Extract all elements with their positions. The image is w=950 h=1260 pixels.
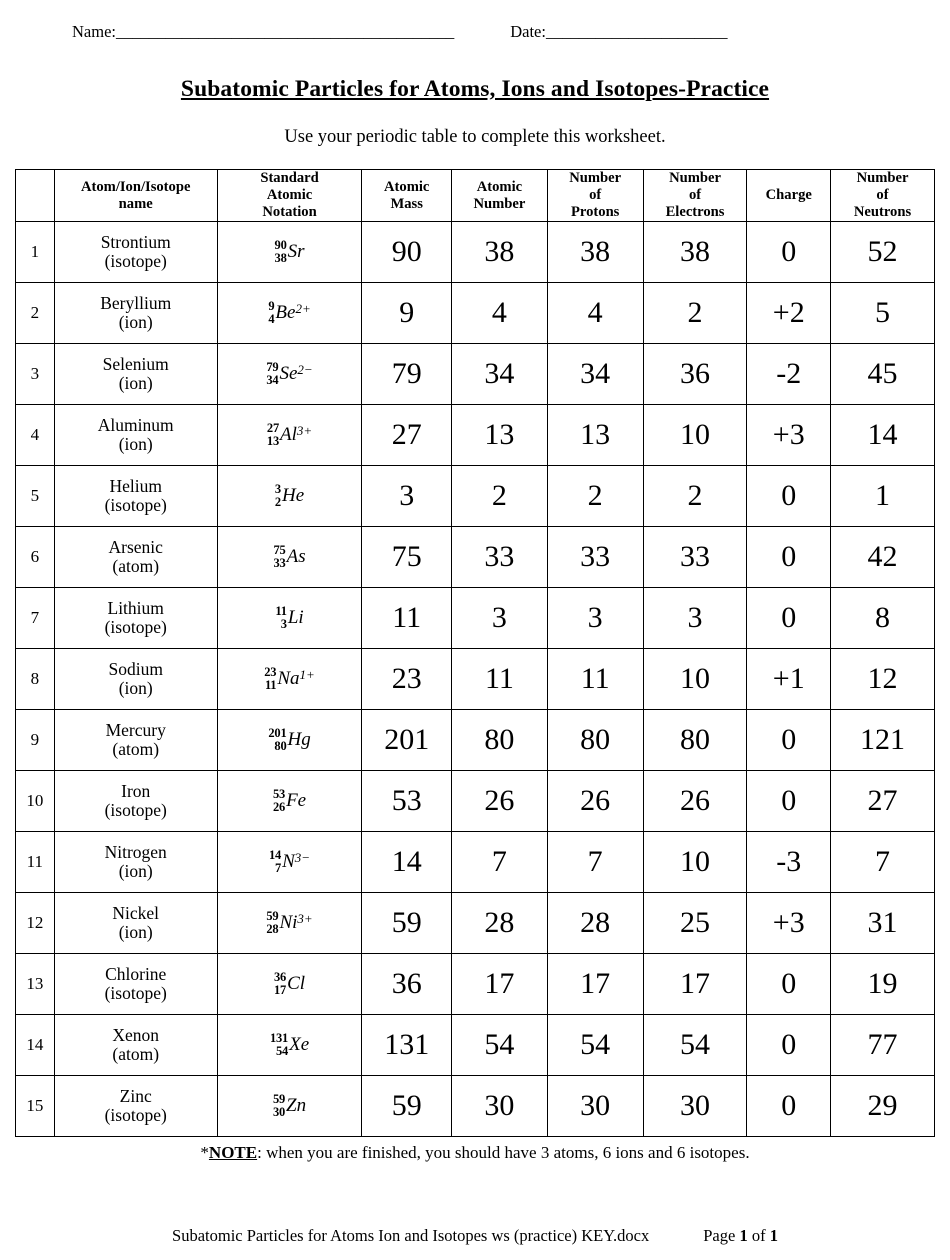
footer-page-number <box>703 1226 778 1246</box>
cell-neutrons: 12 <box>831 649 935 710</box>
column-header-neutrons: Number of Neutrons <box>831 170 935 222</box>
cell-atomic-mass: 79 <box>362 344 452 405</box>
column-header-protons: Number of Protons <box>547 170 643 222</box>
cell-standard-atomic-notation: 75 33As <box>217 527 362 588</box>
cell-standard-atomic-notation: 36 17Cl <box>217 954 362 1015</box>
cell-element-name: Beryllium (ion) <box>54 283 217 344</box>
cell-standard-atomic-notation: 131 54Xe <box>217 1015 362 1076</box>
name-field-label: Name:_________________________________________ <box>72 22 455 41</box>
cell-neutrons: 77 <box>831 1015 935 1076</box>
cell-charge: 0 <box>747 710 831 771</box>
page-footer <box>0 1226 950 1246</box>
cell-charge: 0 <box>747 527 831 588</box>
table-row <box>16 466 935 527</box>
column-header-electrons: Number of Electrons <box>643 170 747 222</box>
cell-electrons: 10 <box>643 832 747 893</box>
page-title: Subatomic Particles for Atoms, Ions and Isotopes-Practice <box>180 76 770 102</box>
row-index: 4 <box>16 405 55 466</box>
cell-charge: 0 <box>747 588 831 649</box>
cell-atomic-number: 2 <box>452 466 548 527</box>
table-row <box>16 527 935 588</box>
name-date-line <box>14 10 936 42</box>
cell-protons: 11 <box>547 649 643 710</box>
footer-filename: Subatomic Particles for Atoms Ion and Isotopes ws (practice) KEY.docx <box>172 1226 650 1245</box>
cell-neutrons: 29 <box>831 1076 935 1137</box>
table-header-row <box>16 170 935 222</box>
cell-electrons: 2 <box>643 283 747 344</box>
cell-protons: 30 <box>547 1076 643 1137</box>
table-row <box>16 832 935 893</box>
cell-atomic-number: 30 <box>452 1076 548 1137</box>
page-subtitle: Use your periodic table to complete this worksheet. <box>284 127 666 147</box>
table-row <box>16 283 935 344</box>
row-index: 11 <box>16 832 55 893</box>
cell-protons: 2 <box>547 466 643 527</box>
cell-atomic-mass: 3 <box>362 466 452 527</box>
cell-neutrons: 121 <box>831 710 935 771</box>
cell-electrons: 10 <box>643 649 747 710</box>
cell-charge: +3 <box>747 893 831 954</box>
column-header-charge: Charge <box>747 170 831 222</box>
cell-standard-atomic-notation: 9 4Be2+ <box>217 283 362 344</box>
cell-neutrons: 7 <box>831 832 935 893</box>
cell-electrons: 38 <box>643 222 747 283</box>
cell-element-name: Xenon (atom) <box>54 1015 217 1076</box>
cell-atomic-mass: 23 <box>362 649 452 710</box>
cell-atomic-mass: 131 <box>362 1015 452 1076</box>
worksheet-note <box>14 1143 936 1163</box>
column-header-atomic-number: Atomic Number <box>452 170 548 222</box>
cell-atomic-number: 33 <box>452 527 548 588</box>
cell-atomic-number: 11 <box>452 649 548 710</box>
cell-electrons: 26 <box>643 771 747 832</box>
cell-protons: 38 <box>547 222 643 283</box>
cell-atomic-number: 17 <box>452 954 548 1015</box>
row-index: 14 <box>16 1015 55 1076</box>
cell-protons: 3 <box>547 588 643 649</box>
cell-atomic-number: 38 <box>452 222 548 283</box>
note-star: * <box>200 1143 209 1163</box>
cell-standard-atomic-notation: 14 7N3− <box>217 832 362 893</box>
cell-atomic-mass: 11 <box>362 588 452 649</box>
cell-atomic-number: 54 <box>452 1015 548 1076</box>
cell-atomic-mass: 27 <box>362 405 452 466</box>
cell-standard-atomic-notation: 201 80Hg <box>217 710 362 771</box>
cell-atomic-mass: 59 <box>362 1076 452 1137</box>
cell-charge: 0 <box>747 954 831 1015</box>
cell-element-name: Nickel (ion) <box>54 893 217 954</box>
row-index: 7 <box>16 588 55 649</box>
cell-electrons: 54 <box>643 1015 747 1076</box>
row-index: 8 <box>16 649 55 710</box>
cell-standard-atomic-notation: 27 13Al3+ <box>217 405 362 466</box>
cell-standard-atomic-notation: 59 30Zn <box>217 1076 362 1137</box>
row-index: 13 <box>16 954 55 1015</box>
cell-neutrons: 5 <box>831 283 935 344</box>
row-index: 12 <box>16 893 55 954</box>
cell-charge: +1 <box>747 649 831 710</box>
cell-atomic-number: 28 <box>452 893 548 954</box>
cell-charge: 0 <box>747 1076 831 1137</box>
cell-atomic-mass: 14 <box>362 832 452 893</box>
row-index: 10 <box>16 771 55 832</box>
cell-atomic-number: 13 <box>452 405 548 466</box>
cell-protons: 80 <box>547 710 643 771</box>
table-row <box>16 710 935 771</box>
cell-protons: 54 <box>547 1015 643 1076</box>
row-index: 15 <box>16 1076 55 1137</box>
cell-standard-atomic-notation: 3 2He <box>217 466 362 527</box>
cell-standard-atomic-notation: 53 26Fe <box>217 771 362 832</box>
cell-atomic-mass: 9 <box>362 283 452 344</box>
cell-protons: 33 <box>547 527 643 588</box>
cell-electrons: 10 <box>643 405 747 466</box>
row-index: 1 <box>16 222 55 283</box>
cell-atomic-number: 26 <box>452 771 548 832</box>
cell-neutrons: 45 <box>831 344 935 405</box>
cell-electrons: 3 <box>643 588 747 649</box>
footer-page-of: of <box>747 1226 770 1245</box>
cell-charge: 0 <box>747 771 831 832</box>
column-header-atomic-mass: Atomic Mass <box>362 170 452 222</box>
cell-neutrons: 14 <box>831 405 935 466</box>
row-index: 9 <box>16 710 55 771</box>
cell-charge: 0 <box>747 222 831 283</box>
cell-standard-atomic-notation: 11 3Li <box>217 588 362 649</box>
cell-electrons: 25 <box>643 893 747 954</box>
table-body <box>16 222 935 1137</box>
column-header-name: Atom/Ion/Isotope name <box>54 170 217 222</box>
table-row <box>16 588 935 649</box>
cell-neutrons: 31 <box>831 893 935 954</box>
cell-atomic-mass: 53 <box>362 771 452 832</box>
cell-atomic-mass: 201 <box>362 710 452 771</box>
cell-element-name: Mercury (atom) <box>54 710 217 771</box>
note-text: : when you are finished, you should have 3 atoms, 6 ions and 6 isotopes. <box>257 1143 750 1163</box>
cell-neutrons: 19 <box>831 954 935 1015</box>
cell-electrons: 80 <box>643 710 747 771</box>
cell-element-name: Chlorine (isotope) <box>54 954 217 1015</box>
cell-protons: 26 <box>547 771 643 832</box>
cell-element-name: Lithium (isotope) <box>54 588 217 649</box>
cell-atomic-number: 34 <box>452 344 548 405</box>
table-row <box>16 893 935 954</box>
cell-element-name: Helium (isotope) <box>54 466 217 527</box>
cell-charge: 0 <box>747 1015 831 1076</box>
cell-standard-atomic-notation: 79 34Se2− <box>217 344 362 405</box>
table-row <box>16 954 935 1015</box>
cell-electrons: 2 <box>643 466 747 527</box>
cell-element-name: Strontium (isotope) <box>54 222 217 283</box>
cell-charge: -2 <box>747 344 831 405</box>
cell-atomic-number: 80 <box>452 710 548 771</box>
cell-charge: -3 <box>747 832 831 893</box>
cell-neutrons: 42 <box>831 527 935 588</box>
cell-electrons: 36 <box>643 344 747 405</box>
cell-atomic-mass: 36 <box>362 954 452 1015</box>
cell-element-name: Sodium (ion) <box>54 649 217 710</box>
table-row <box>16 1015 935 1076</box>
cell-neutrons: 52 <box>831 222 935 283</box>
cell-charge: +3 <box>747 405 831 466</box>
date-field-label: Date:______________________ <box>510 22 728 41</box>
cell-element-name: Aluminum (ion) <box>54 405 217 466</box>
cell-protons: 34 <box>547 344 643 405</box>
cell-standard-atomic-notation: 90 38Sr <box>217 222 362 283</box>
cell-neutrons: 8 <box>831 588 935 649</box>
table-row <box>16 1076 935 1137</box>
note-keyword: NOTE <box>208 1143 258 1163</box>
cell-electrons: 30 <box>643 1076 747 1137</box>
table-row <box>16 222 935 283</box>
cell-element-name: Nitrogen (ion) <box>54 832 217 893</box>
row-index: 5 <box>16 466 55 527</box>
cell-standard-atomic-notation: 59 28Ni3+ <box>217 893 362 954</box>
cell-atomic-number: 4 <box>452 283 548 344</box>
cell-electrons: 33 <box>643 527 747 588</box>
cell-atomic-number: 3 <box>452 588 548 649</box>
table-row <box>16 344 935 405</box>
column-header-index <box>16 170 55 222</box>
row-index: 2 <box>16 283 55 344</box>
cell-protons: 17 <box>547 954 643 1015</box>
cell-protons: 4 <box>547 283 643 344</box>
table-row <box>16 649 935 710</box>
table-row <box>16 405 935 466</box>
footer-page-current: 1 <box>739 1226 748 1245</box>
cell-element-name: Zinc (isotope) <box>54 1076 217 1137</box>
cell-element-name: Iron (isotope) <box>54 771 217 832</box>
cell-atomic-mass: 75 <box>362 527 452 588</box>
column-header-notation: Standard Atomic Notation <box>217 170 362 222</box>
subatomic-particles-table <box>15 169 935 1137</box>
row-index: 3 <box>16 344 55 405</box>
cell-neutrons: 1 <box>831 466 935 527</box>
cell-element-name: Selenium (ion) <box>54 344 217 405</box>
cell-atomic-mass: 90 <box>362 222 452 283</box>
cell-atomic-number: 7 <box>452 832 548 893</box>
cell-electrons: 17 <box>643 954 747 1015</box>
cell-protons: 13 <box>547 405 643 466</box>
cell-protons: 28 <box>547 893 643 954</box>
cell-standard-atomic-notation: 23 11Na1+ <box>217 649 362 710</box>
cell-protons: 7 <box>547 832 643 893</box>
cell-charge: 0 <box>747 466 831 527</box>
row-index: 6 <box>16 527 55 588</box>
table-row <box>16 771 935 832</box>
cell-element-name: Arsenic (atom) <box>54 527 217 588</box>
footer-page-prefix: Page <box>703 1226 740 1245</box>
cell-charge: +2 <box>747 283 831 344</box>
cell-atomic-mass: 59 <box>362 893 452 954</box>
cell-neutrons: 27 <box>831 771 935 832</box>
footer-page-total: 1 <box>769 1226 778 1245</box>
